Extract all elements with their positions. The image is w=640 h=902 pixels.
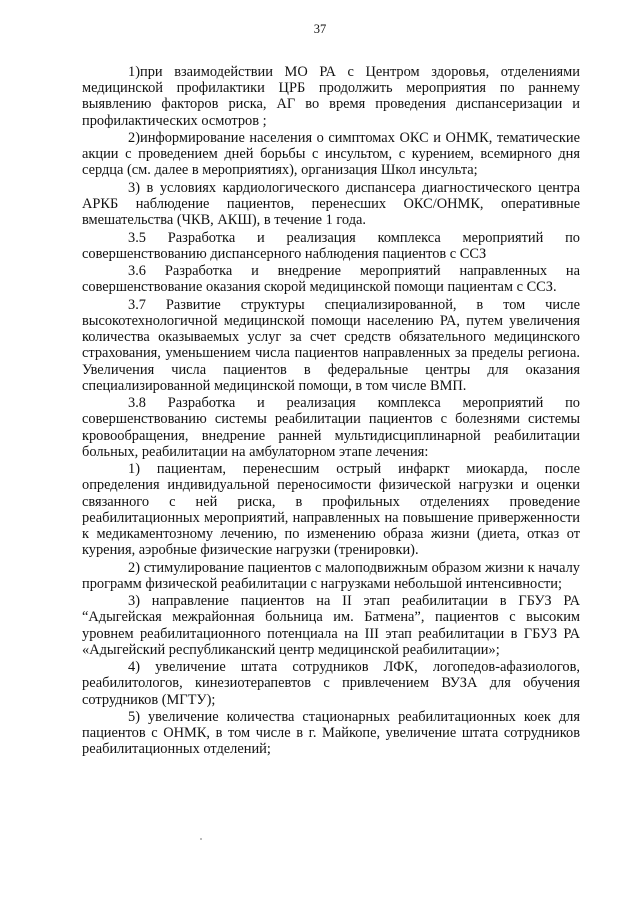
paragraph-3-6: 3.6 Разработка и внедрение мероприятий направленных на совершенствование оказания скорой медицинской помощи пациентам с ССЗ. xyxy=(82,263,580,296)
paragraph-3-8: 3.8 Разработка и реализация комплекса мероприятий по совершенствованию системы реабилитации пациентов с болезнями системы кровообращения, внедрение ранней мультидисциплинарной реабилитации больных, реабилитации на амбулаторном этапе лечения: xyxy=(82,395,580,460)
page-number: 37 xyxy=(313,22,327,36)
paragraph-3-5: 3.5 Разработка и реализация комплекса мероприятий по совершенствованию диспансерного наблюдения пациентов с ССЗ xyxy=(82,229,580,262)
paragraph-item-5-beds: 5) увеличение количества стационарных реабилитационных коек для пациентов с ОНМК, в том числе в г. Майкопе, увеличение штата сотрудников реабилитационных отделений; xyxy=(82,708,580,758)
paragraph-item-4-staff: 4) увеличение штата сотрудников ЛФК, логопедов-афазиологов, реабилитологов, кинезиотерапевтов с привлечением ВУЗА для обучения сотрудников (МГТУ); xyxy=(82,659,580,708)
paragraph-item-2-stimulation: 2) стимулирование пациентов с малоподвижным образом жизни к началу программ физической реабилитации с нагрузками небольшой интенсивности; xyxy=(82,559,580,592)
paragraph-item-3-cardio-observation: 3) в условиях кардиологического диспансера диагностического центра АРКБ наблюдение пациентов, перенесших ОКС/ОНМК, оперативные вмешательства (ЧКВ, АКШ), в течение 1 года. xyxy=(82,179,580,229)
paragraph-3-7: 3.7 Развитие структуры специализированной, в том числе высокотехнологичной медицинской помощи населению РА, путем увеличения количества оказываемых услуг за счет средств обязательного медицинского страхования, уменьшением числа пациентов направленных за пределы региона. Увеличения числа пациентов в федеральные центры для оказания специализированной медицинской помощи, в том числе ВМП. xyxy=(82,296,580,394)
paragraph-item-1-prevention: 1)при взаимодействии МО РА с Центром здоровья, отделениями медицинской профилактики ЦРБ продолжить мероприятия по раннему выявлению факторов риска, АГ во время проведения диспансеризации и профилактических осмотров ; xyxy=(82,64,580,129)
paragraph-item-1-infarction: 1) пациентам, перенесшим острый инфаркт миокарда, после определения индивидуальной переносимости физической нагрузки и оценки связанного с ней риска, в профильных отделениях проведение реабилитационных мероприятий, направленных на повышение приверженности к медикаментозному лечению, по изменению образа жизни (диета, отказ от курения, аэробные физические нагрузки (тренировки). xyxy=(82,461,580,559)
document-body xyxy=(82,64,580,759)
scan-speck xyxy=(200,838,202,840)
paragraph-item-2-informing: 2)информирование населения о симптомах ОКС и ОНМК, тематические акции с проведением дней борьбы с инсультом, с курением, всемирного дня сердца (см. далее в мероприятиях), организация Школ инсульта; xyxy=(82,130,580,179)
paragraph-item-3-rehab-stages: 3) направление пациентов на II этап реабилитации в ГБУЗ РА “Адыгейская межрайонная больница им. Батмена”, пациентов с высоким уровнем реабилитационного потенциала на III этап реабилитации в ГБУЗ РА «Адыгейский республиканский центр медицинской реабилитации»; xyxy=(82,593,580,658)
